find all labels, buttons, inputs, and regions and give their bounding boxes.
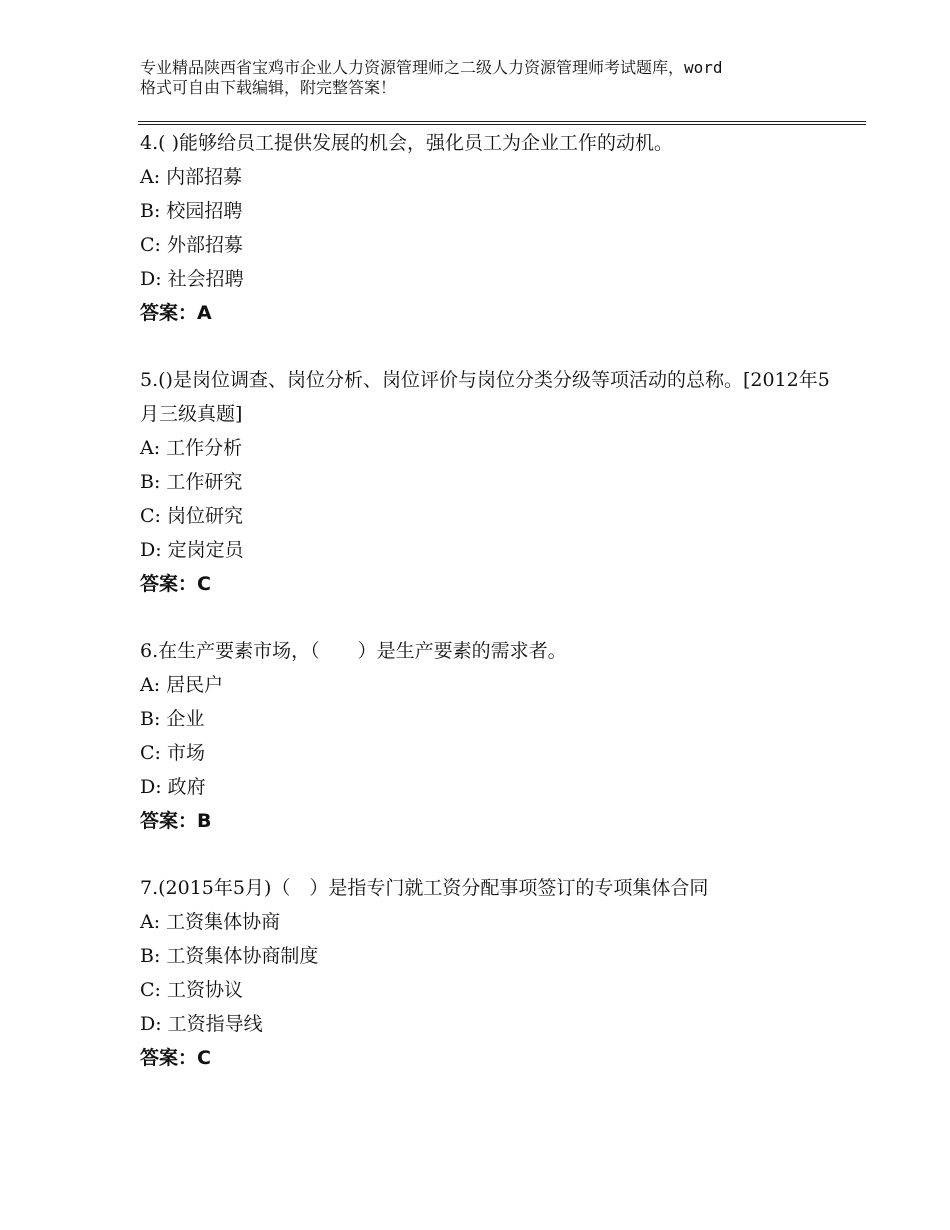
option-a: A: 工作分析: [140, 437, 243, 459]
option-a: A: 居民户: [140, 674, 224, 696]
header-line-1: 专业精品陕西省宝鸡市企业人力资源管理师之二级人力资源管理师考试题库，word: [140, 58, 723, 77]
question-stem: 4.( )能够给员工提供发展的机会，强化员工为企业工作的动机。: [140, 132, 673, 154]
header-rule-top: [138, 121, 866, 122]
option-a: A: 内部招募: [140, 166, 243, 188]
question-5: [140, 363, 840, 601]
answer: 答案：C: [140, 1047, 211, 1069]
option-b: B: 校园招聘: [140, 200, 243, 222]
option-a: A: 工资集体协商: [140, 911, 281, 933]
option-b: B: 工资集体协商制度: [140, 945, 319, 967]
option-c: C: 工资协议: [140, 979, 243, 1001]
answer: 答案：B: [140, 810, 212, 832]
option-d: D: 社会招聘: [140, 268, 244, 290]
question-6: [140, 634, 840, 838]
question-7: [140, 871, 840, 1075]
question-stem: 6.在生产要素市场，（ ）是生产要素的需求者。: [140, 640, 567, 662]
option-c: C: 岗位研究: [140, 505, 243, 527]
header-line-2: 格式可自由下载编辑，附完整答案！: [140, 78, 397, 97]
document-header: [140, 58, 840, 98]
option-b: B: 企业: [140, 708, 205, 730]
answer: 答案：C: [140, 573, 211, 595]
answer: 答案：A: [140, 302, 212, 324]
question-stem: 5.()是岗位调查、岗位分析、岗位评价与岗位分类分级等项活动的总称。[2012年5月三级真题]: [140, 369, 830, 425]
header-rule-bottom: [138, 124, 866, 125]
option-d: D: 工资指导线: [140, 1013, 263, 1035]
option-c: C: 市场: [140, 742, 205, 764]
option-b: B: 工作研究: [140, 471, 243, 493]
option-d: D: 政府: [140, 776, 206, 798]
option-c: C: 外部招募: [140, 234, 243, 256]
option-d: D: 定岗定员: [140, 539, 244, 561]
question-stem: 7.(2015年5月)（ ）是指专门就工资分配事项签订的专项集体合同: [140, 877, 709, 899]
question-list: [140, 126, 840, 1108]
question-4: [140, 126, 840, 330]
